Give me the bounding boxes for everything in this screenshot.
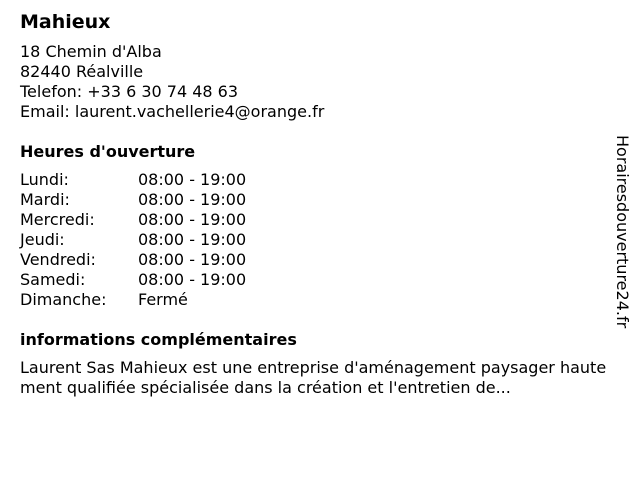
hours-row-sunday (20, 290, 620, 310)
site-watermark: Horairesdouverture24.fr (613, 135, 632, 329)
day-label: Dimanche: (20, 290, 107, 309)
day-label: Mardi: (20, 190, 70, 209)
day-hours: 08:00 - 19:00 (138, 190, 247, 209)
phone-number: Telefon: +33 6 30 74 48 63 (20, 82, 239, 101)
day-hours: Fermé (138, 290, 188, 309)
business-card (20, 10, 620, 398)
hours-row-saturday (20, 270, 620, 290)
opening-hours-heading: Heures d'ouverture (20, 142, 196, 161)
day-hours: 08:00 - 19:00 (138, 250, 247, 269)
hours-row-tuesday (20, 190, 620, 210)
day-label: Lundi: (20, 170, 69, 189)
day-label: Jeudi: (20, 230, 65, 249)
email-address: Email: laurent.vachellerie4@orange.fr (20, 102, 325, 121)
day-label: Vendredi: (20, 250, 96, 269)
hours-row-friday (20, 250, 620, 270)
business-description: Laurent Sas Mahieux est une entreprise d'aménagement paysager hautement qualifiée spécialisée dans la création et l'entretien de... (20, 358, 607, 397)
day-hours: 08:00 - 19:00 (138, 170, 247, 189)
additional-info-heading: informations complémentaires (20, 330, 297, 349)
hours-row-thursday (20, 230, 620, 250)
day-hours: 08:00 - 19:00 (138, 270, 247, 289)
hours-row-wednesday (20, 210, 620, 230)
opening-hours-list (20, 170, 620, 310)
address-street: 18 Chemin d'Alba (20, 42, 162, 61)
day-label: Samedi: (20, 270, 86, 289)
business-name: Mahieux (20, 11, 111, 33)
address-city: 82440 Réalville (20, 62, 144, 81)
day-hours: 08:00 - 19:00 (138, 210, 247, 229)
hours-row-monday (20, 170, 620, 190)
day-hours: 08:00 - 19:00 (138, 230, 247, 249)
day-label: Mercredi: (20, 210, 95, 229)
